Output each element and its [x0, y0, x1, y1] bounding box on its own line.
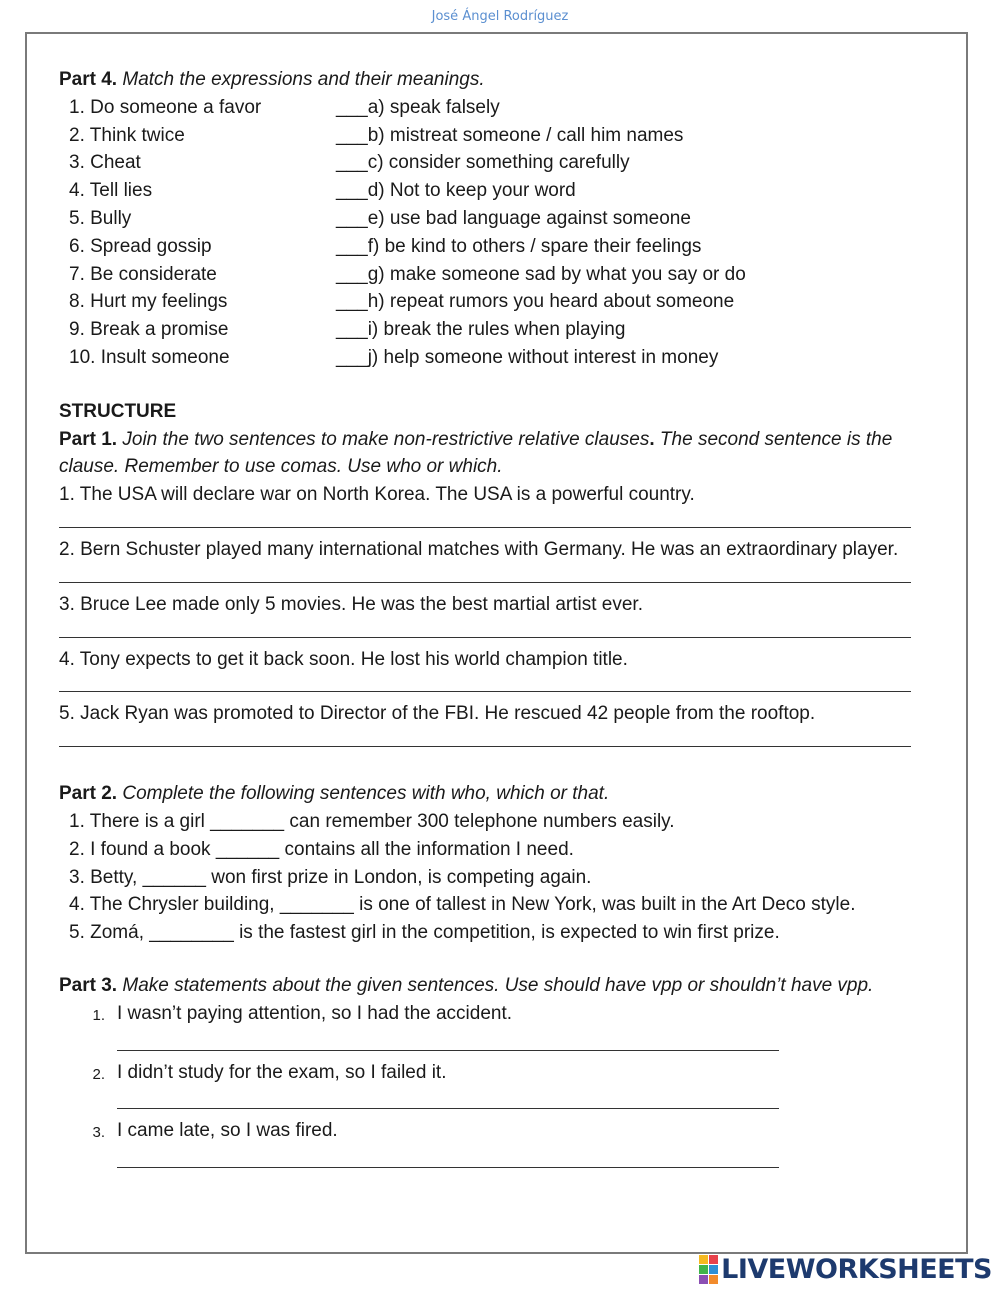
liveworksheets-logo[interactable] [699, 1255, 992, 1283]
logo-icon [699, 1255, 718, 1284]
part2-item[interactable]: 4. The Chrysler building, _______ is one of tallest in New York, was built in the Art Deco style. [69, 894, 856, 916]
match-row [59, 122, 939, 150]
part3-item [59, 1059, 939, 1089]
part2-title [59, 780, 939, 808]
match-row [59, 149, 939, 177]
part4-label: Part 4. [59, 69, 118, 90]
part1-item: 4. Tony expects to get it back soon. He lost his world champion title. [59, 648, 628, 670]
part3-item-number: 3. [92, 1124, 105, 1142]
answer-line[interactable] [59, 619, 939, 646]
part2-instruction: Complete the following sentences with who, which or that. [122, 783, 610, 805]
part1-item: 2. Bern Schuster played many international matches with Germany. He was an extraordinary player. [59, 538, 899, 560]
meaning[interactable]: ___e) use bad language against someone [336, 207, 691, 229]
meaning[interactable]: ___j) help someone without interest in money [336, 346, 719, 368]
expression: 9. Break a promise [69, 319, 229, 341]
part3-title [59, 972, 939, 1000]
meaning[interactable]: ___d) Not to keep your word [336, 180, 576, 202]
author-name: José Ángel Rodríguez [431, 9, 569, 24]
part3-item-text: I didn’t study for the exam, so I failed it. [117, 1061, 447, 1083]
part2-item[interactable]: 1. There is a girl _______ can remember 300 telephone numbers easily. [69, 810, 675, 832]
expression: 8. Hurt my feelings [69, 291, 228, 313]
logo-block [709, 1275, 718, 1284]
part3-item-number: 1. [92, 1006, 105, 1024]
match-list [59, 94, 939, 372]
meaning[interactable]: ___b) mistreat someone / call him names [336, 124, 684, 146]
spacer [59, 947, 939, 972]
part1-label: Part 1. [59, 428, 118, 450]
answer-line[interactable] [59, 673, 939, 700]
meaning[interactable]: ___c) consider something carefully [336, 152, 630, 174]
part1-item: 5. Jack Ryan was promoted to Director of the FBI. He rescued 42 people from the rooftop. [59, 703, 816, 725]
part1-instruction-dot: . [649, 428, 655, 450]
answer-line[interactable] [59, 728, 939, 755]
expression: 6. Spread gossip [69, 235, 212, 257]
match-row [59, 261, 939, 289]
part3-instruction: Make statements about the given sentences. Use should have vpp or shouldn’t have vpp. [122, 974, 874, 996]
part4-instruction: Match the expressions and their meanings. [122, 69, 485, 90]
logo-block [699, 1255, 708, 1264]
answer-line[interactable] [59, 564, 939, 591]
part3-item-number: 2. [92, 1065, 105, 1083]
match-row [59, 316, 939, 344]
expression: 10. Insult someone [69, 346, 230, 368]
match-row [59, 94, 939, 122]
part2-label: Part 2. [59, 783, 118, 805]
spacer [59, 372, 939, 398]
meaning[interactable]: ___i) break the rules when playing [336, 319, 626, 341]
part1-instruction-a: Join the two sentences to make non-restrictive relative clauses [122, 428, 650, 450]
answer-line[interactable] [117, 1088, 939, 1117]
meaning[interactable]: ___a) speak falsely [336, 96, 500, 118]
part2-item[interactable]: 3. Betty, ______ won first prize in London, is competing again. [69, 866, 592, 888]
expression: 3. Cheat [69, 152, 141, 174]
expression: 5. Bully [69, 207, 132, 229]
answer-line[interactable] [59, 509, 939, 536]
part1-item: 1. The USA will declare war on North Korea. The USA is a powerful country. [59, 484, 695, 506]
part3-item [59, 1117, 939, 1147]
match-row [59, 288, 939, 316]
answer-line[interactable] [117, 1147, 939, 1176]
logo-text: LIVEWORKSHEETS [721, 1253, 992, 1285]
part2-item[interactable]: 5. Zomá, ________ is the fastest girl in the competition, is expected to win first prize. [69, 922, 780, 944]
spacer [59, 755, 939, 780]
part3-item-text: I came late, so I was fired. [117, 1120, 338, 1142]
meaning[interactable]: ___f) be kind to others / spare their feelings [336, 235, 702, 257]
meaning[interactable]: ___h) repeat rumors you heard about someone [336, 291, 735, 313]
match-row [59, 344, 939, 372]
meaning[interactable]: ___g) make someone sad by what you say or do [336, 263, 746, 285]
logo-block [699, 1275, 708, 1284]
match-row [59, 233, 939, 261]
part3-item-text: I wasn’t paying attention, so I had the accident. [117, 1002, 513, 1024]
structure-heading: STRUCTURE [59, 400, 177, 422]
part2-item[interactable]: 2. I found a book ______ contains all the information I need. [69, 838, 574, 860]
match-row [59, 205, 939, 233]
part1-item: 3. Bruce Lee made only 5 movies. He was the best martial artist ever. [59, 593, 643, 615]
part1-title [59, 426, 939, 482]
expression: 4. Tell lies [69, 180, 153, 202]
expression: 1. Do someone a favor [69, 96, 262, 118]
part1-instruction-b: The second sentence is the clause. Remember to use comas. Use who or which. [59, 428, 893, 478]
expression: 2. Think twice [69, 124, 185, 146]
expression: 7. Be considerate [69, 263, 217, 285]
answer-line[interactable] [117, 1030, 939, 1059]
part4-title [59, 66, 939, 94]
logo-block [699, 1265, 708, 1274]
logo-block [709, 1265, 718, 1274]
part3-item [59, 1000, 939, 1030]
worksheet-content [59, 66, 939, 1176]
match-row [59, 177, 939, 205]
logo-block [709, 1255, 718, 1264]
part3-label: Part 3. [59, 974, 118, 996]
